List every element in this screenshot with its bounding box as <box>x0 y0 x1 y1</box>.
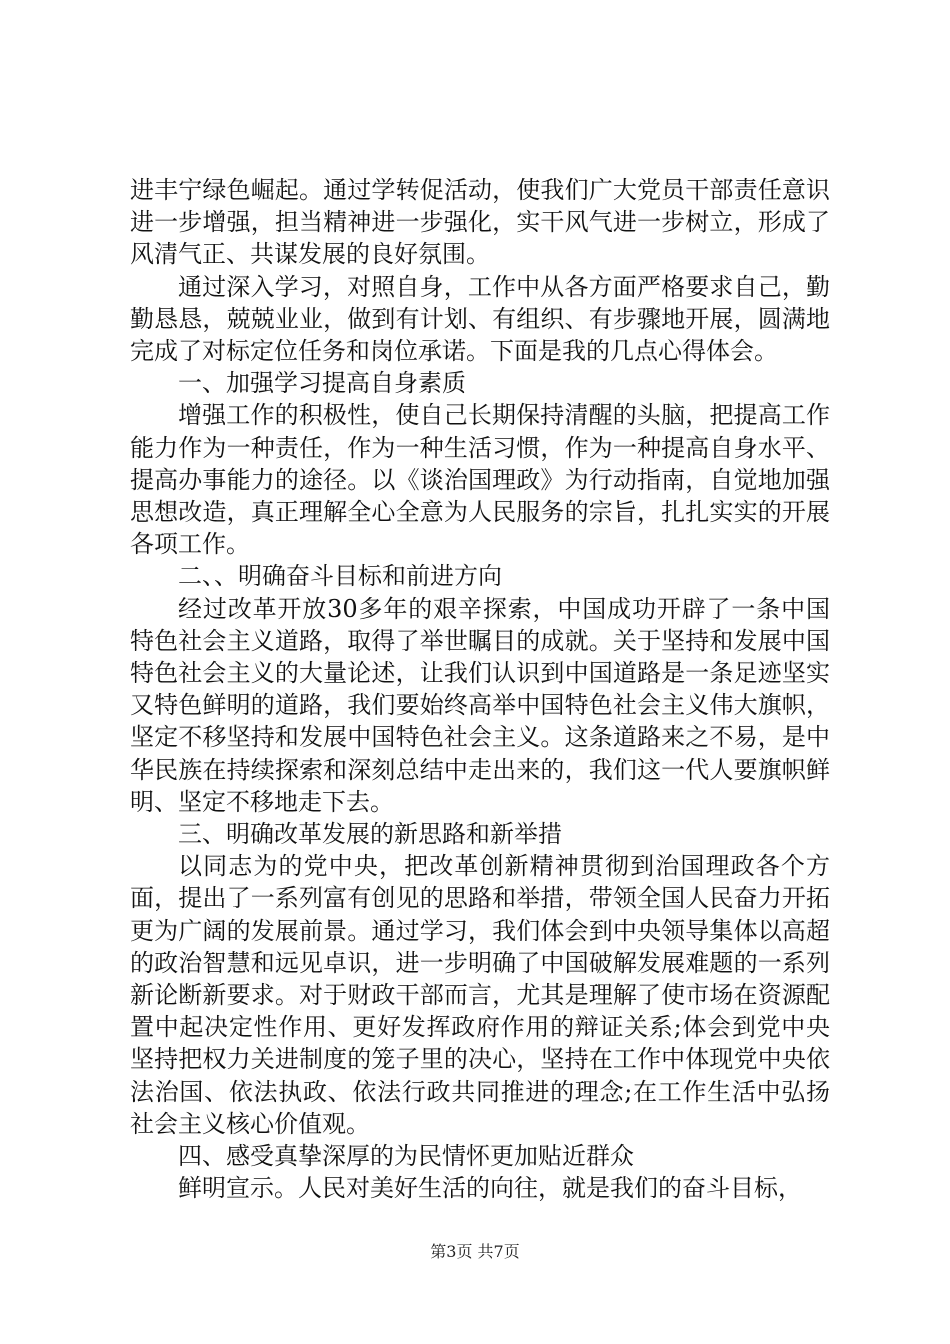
paragraph: 经过改革开放30多年的艰辛探索，中国成功开辟了一条中国特色社会主义道路，取得了举世瞩目的成就。关于坚持和发展中国特色社会主义的大量论述，让我们认识到中国道路是一条足迹坚实又特色鲜明的道路，我们要始终高举中国特色社会主义伟大旗帜，坚定不移坚持和发展中国特色社会主义。这条道路来之不易，是中华民族在持续探索和深刻总结中走出来的，我们这一代人要旗帜鲜明、坚定不移地走下去。 <box>130 594 830 816</box>
page-footer: 第3页 共7页 <box>430 1242 520 1261</box>
paragraph: 增强工作的积极性，使自己长期保持清醒的头脑，把提高工作能力作为一种责任，作为一种生活习惯，作为一种提高自身水平、提高办事能力的途径。以《谈治国理政》为行动指南，自觉地加强思想改造，真正理解全心全意为人民服务的宗旨，扎扎实实的开展各项工作。 <box>130 401 830 559</box>
paragraph: 鲜明宣示。人民对美好生活的向往，就是我们的奋斗目标， <box>178 1174 802 1203</box>
section-heading-1: 一、加强学习提高自身素质 <box>178 369 466 398</box>
paragraph: 以同志为的党中央，把改革创新精神贯彻到治国理政各个方面，提出了一系列富有创见的思路和举措，带领全国人民奋力开拓更为广阔的发展前景。通过学习，我们体会到中央领导集体以高超的政治智慧和远见卓识，进一步明确了中国破解发展难题的一系列新论断新要求。对于财政干部而言，尤其是理解了使市场在资源配置中起决定性作用、更好发挥政府作用的辩证关系;体会到党中央坚持把权力关进制度的笼子里的决心，坚持在工作中体现党中央依法治国、依法执政、依法行政共同推进的理念;在工作生活中弘扬社会主义核心价值观。 <box>130 852 830 1138</box>
paragraph-continued: 进丰宁绿色崛起。通过学转促活动，使我们广大党员干部责任意识进一步增强，担当精神进一步强化，实干风气进一步树立，形成了风清气正、共谋发展的良好氛围。 <box>130 176 830 269</box>
section-heading-3: 三、明确改革发展的新思路和新举措 <box>178 820 562 849</box>
section-heading-2: 二、、明确奋斗目标和前进方向 <box>178 562 502 591</box>
paragraph: 通过深入学习，对照自身，工作中从各方面严格要求自己，勤勤恳恳，兢兢业业，做到有计划、有组织、有步骤地开展，圆满地完成了对标定位任务和岗位承诺。下面是我的几点心得体会。 <box>130 272 830 366</box>
document-body <box>130 174 830 1205</box>
section-heading-4: 四、感受真挚深厚的为民情怀更加贴近群众 <box>178 1142 634 1171</box>
